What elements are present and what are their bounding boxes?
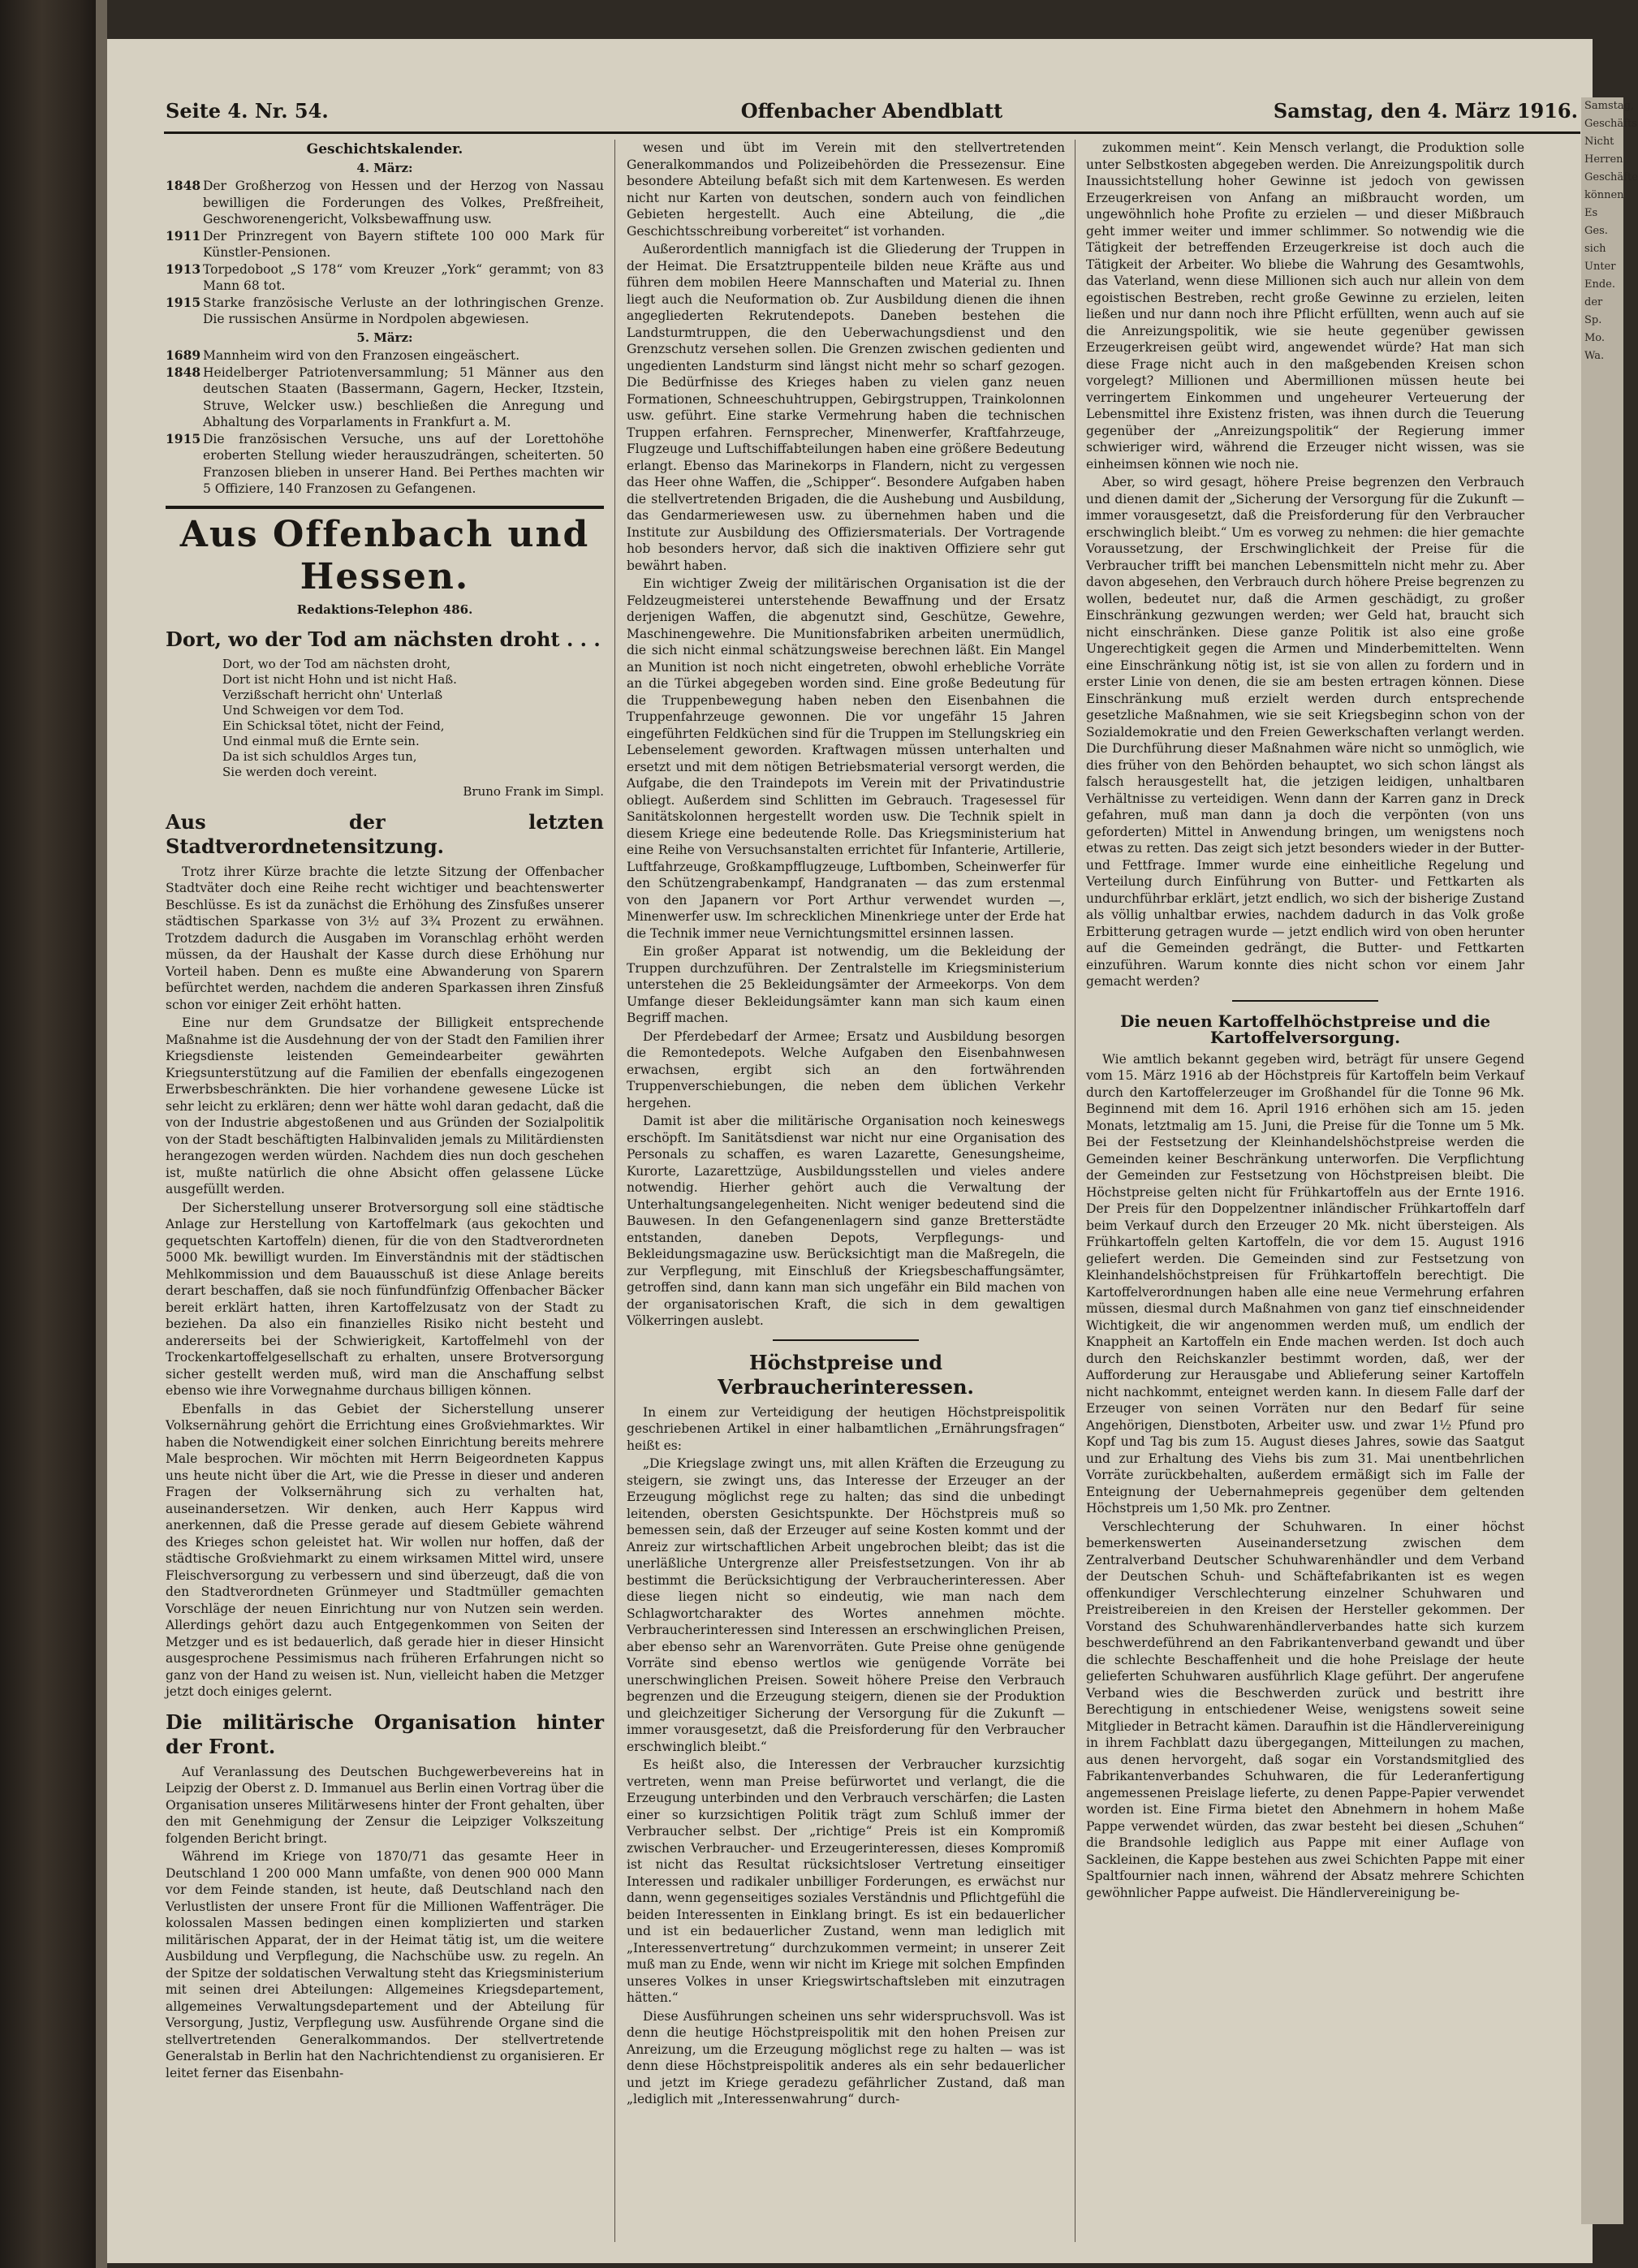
section-rule [166, 506, 604, 509]
article-body [1086, 1051, 1524, 1902]
paragraph: Auf Veranlassung des Deutschen Buchgewerbevereins hat in Leipzig der Oberst z. D. Immanuel aus Berlin einen Vortrag über die Organisation unseres Militärwesens hinter der Front gehalten, über den mit Genehmigung der Zensur die Leipziger Volkszeitung folgenden Bericht bringt. [166, 1764, 604, 1846]
calendar-year: 1689 [166, 347, 201, 363]
book-binding [0, 0, 106, 2268]
paragraph: Es heißt also, die Interessen der Verbraucher kurzsichtig vertreten, wenn man Preise befürwortet und verlangt, die die Erzeugung unterbinden und den Verbrauch verschärfen; die Lasten einer so kurzsichtigen Politik trägt zum Schluß immer der Verbraucher selbst. Der „richtige“ Preis ist ein Kompromiß zwischen Verbraucher- und Erzeugerinteressen, dieses Kompromiß ist nicht das Resultat rücksichtsloser Vertretung einseitiger Interessen und radikaler unbilliger Forderungen, es erwächst nur dann, wenn gegenseitiges soziales Verständnis und Pflichtgefühl die beiden Interessenten in Einklang bringt. Es ist ein bedauerlicher und ist ein bedauerlicher Zustand, wenn man lediglich mit „Interessenvertretung“ durchzukommen vermeint; in unserer Zeit muß man zu Ende, wenn wir nicht im Kriege mit solchen Empfinden unseres Volkes in unser Kriegswirtschaftsleben mit einzutragen hätten.“ [627, 1757, 1065, 2005]
calendar-entry [166, 364, 604, 431]
page-header [166, 99, 1578, 132]
paragraph: Während im Kriege von 1870/71 das gesamte Heer in Deutschland 1 200 000 Mann umfaßte, von denen 900 000 Mann vor dem Feinde standen, ist heute, daß Deutschland nach den Verlustlisten der unsere Front für die Millionen Waffenträger. Die kolossalen Massen bedingen einen komplizierten und starken militärischen Apparat, der in der Heimat tätig ist, um die weitere Ausbildung und Verpflegung, die Nachschübe usw. zu regeln. An der Spitze der soldatischen Verwaltung steht das Kriegsministerium mit seinen drei Abteilungen: Allgemeines Kriegsdepartement, allgemeines Verwaltungsdepartement und der Abteilung für Versorgung, Justiz, Verpflegung usw. Ausführende Organe sind die stellvertretenden Generalkommandos. Der stellvertretende Generalstab in Berlin hat den Nachrichtendienst zu organisieren. Er leitet ferner das Eisenbahn- [166, 1849, 604, 2080]
calendar-entry [166, 431, 604, 498]
section-title: Aus Offenbach und Hessen. [179, 513, 590, 597]
calendar-entries-march-5 [166, 347, 604, 498]
calendar-entry [166, 178, 604, 228]
article-title: Höchstpreise und Verbraucherinteressen. [718, 1350, 974, 1399]
article-body [166, 1764, 604, 2082]
article-title: Die neuen Kartoffelhöchstpreise und die Kartoffelversorgung. [1119, 1011, 1491, 1047]
poem-line: Und Schweigen vor dem Tod. [222, 703, 404, 718]
article-continuation [1086, 140, 1524, 990]
paragraph: Aber, so wird gesagt, höhere Preise begrenzen den Verbrauch und dienen damit der „Sicherung der Versorgung für die Zukunft — immer vorausgesetzt, daß die Preisforderung für den Verbraucher erschwinglich bleibt.“ Um es vorweg zu nehmen: die hier gemachte Voraussetzung, der Erschwinglichkeit der Preise für die Verbraucher trifft bei manchen Lebensmitteln nicht mehr zu. Aber davon abgesehen, den Verbrauch durch höhere Preise begrenzen zu wollen, bedeutet nur, daß die Armen geschädigt, zu großer Einschränkung gezwungen werden; wer Geld hat, braucht sich nicht einschränken. Diese ganze Politik ist also eine große Ungerechtigkeit gegen die Armen und Minderbemittelten. Wenn eine Einschränkung nötig ist, ist sie von allen zu fordern und in erster Linie von denen, die sie am besten ertragen können. Diese Einschränkung muß erzielt werden durch entsprechende gesetzliche Maßnahmen, wie sie seit Kriegsbeginn schon von der Sozialdemokratie und den Freien Gewerkschaften verlangt werden. Die Durchführung dieser Maßnahmen wäre nicht so unmöglich, wie dies früher von den Behörden behauptet, wo sich schon längst als falsch herausgestellt hat, die jetzigen leidigen, unhaltbaren Verhältnisse zu verteidigen. Wenn dann der Karren ganz in Dreck gefahren, muß man dann ja doch die verpönten (von uns geforderten) Mittel in Anwendung bringen, um wenigstens noch etwas zu retten. Das zeigt sich jetzt besonders wieder in der Butter- und Fettfrage. Immer wurde eine einheitliche Regelung und Verteilung durch Einführung von Butter- und Fettkarten als undurchführbar erklärt, jetzt endlich, wo sich der bisherige Zustand als völlig unhaltbar erwies, nachdem dadurch in das Volk große Erbitterung getragen wurde — jetzt endlich wird von oben herunter auf die Gemeinden gedrängt, die Butter- und Fettkarten einzuführen. Warum konnte dies nicht schon vor einem Jahr gemacht werden? [1086, 475, 1524, 989]
editorial-telephone: Redaktions-Telephon 486. [296, 601, 473, 617]
poem-line: Sie werden doch vereint. [222, 765, 377, 779]
calendar-title: Geschichtskalender. [306, 141, 463, 157]
calendar-text: Starke französische Verluste an der lothringischen Grenze. Die russischen Ansürme in Nordpolen abgewiesen. [203, 295, 604, 326]
paper-title: Offenbacher Abendblatt [740, 99, 1003, 123]
column-1 [166, 140, 604, 2250]
edge-text-fragment: Es [1584, 207, 1598, 219]
edge-text-fragment: Samstag, [1584, 100, 1635, 112]
paragraph: Ebenfalls in das Gebiet der Sicherstellung unserer Volksernährung gehört die Errichtung eines Großviehmarktes. Wir haben die Notwendigkeit einer solchen Einrichtung bereits mehrere Male besprochen. Wir möchten mit Herrn Beigeordneten Kappus uns heute nicht über die Art, wie die Presse in dieser und anderen Fragen der Volksernährung sich zu verhalten hat, auseinandersetzen. Wir denken, auch Herr Kappus wird anerkennen, daß die Presse gerade auf diesem Gebiete während des Krieges schon geleistet hat. Wir wollen nur hoffen, daß der städtische Großviehmarkt zu einem wirksamen Mittel wird, unsere Fleischversorgung zu verbessern und sind überzeugt, daß die von den Stadtverordneten Grünmeyer und Stadtmüller gemachten Vorschläge der neuen Einrichtung nur von Nutzen sein werden. Allerdings gehört dazu auch Entgegenkommen von Seiten der Metzger und es ist bedauerlich, daß gerade hier in dieser Hinsicht ausgesprochene Pessimismus nach früheren Erfahrungen nicht so ganz von der Hand zu weisen ist. Nun, vielleicht haben die Metzger jetzt doch einiges gelernt. [166, 1401, 604, 1699]
paragraph: Der Pferdebedarf der Armee; Ersatz und Ausbildung besorgen die Remontedepots. Welche Aufgaben den Eisenbahnwesen erwachsen, ergibt sich an den fortwährenden Truppenverschiebungen, die neben dem üblichen Verkehr hergehen. [627, 1028, 1065, 1110]
edge-text-fragment: Ges. [1584, 225, 1608, 237]
header-rule [164, 132, 1580, 134]
poem-line: Da ist sich schuldlos Arges tun, [222, 749, 417, 764]
edge-text-fragment: Herren [1584, 153, 1623, 166]
page-stack-edge [96, 0, 107, 2268]
poem-line: Dort, wo der Tod am nächsten droht, [222, 657, 450, 671]
calendar-text: Der Großherzog von Hessen und der Herzog von Nassau bewilligen die Forderungen des Volkes, Preßfreiheit, Geschworenengericht, Volksbewaffnung usw. [203, 179, 604, 226]
poem-line: Und einmal muß die Ernte sein. [222, 734, 420, 748]
calendar-entry [166, 347, 604, 364]
edge-text-fragment: Geschäfts [1584, 118, 1637, 130]
calendar-year: 1915 [166, 294, 201, 310]
article-body [627, 1404, 1065, 2108]
paragraph: Diese Ausführungen scheinen uns sehr widerspruchsvoll. Was ist denn die heutige Höchstpreispolitik mit den hohen Preisen zur Anreizung, um die Erzeugung möglichst rege zu halten — was ist denn diese Höchstpreispolitik anderes als ein sehr bedauerlicher und jetzt im Kriege geradezu gefährlicher Zustand, daß man „lediglich mit „Interessenwahrung“ durch- [627, 2008, 1065, 2106]
paragraph: Damit ist aber die militärische Organisation noch keineswegs erschöpft. Im Sanitätsdienst war nicht nur eine Organisation des Personals zu schaffen, es waren Lazarette, Genesungsheime, Kurorte, Lazarettzüge, Ausbildungsstellen und vieles andere notwendig. Hierher gehört auch die Verwaltung der Unterhaltungsangelegenheiten. Nicht weniger bedeutend sind die Bauwesen. In den Gefangenenlagern sind ganze Bretterstädte entstanden, daneben Depots, Verpflegungs- und Bekleidungsmagazine usw. Berücksichtigt man die Maßregeln, die zur Verpflegung, mit Einschluß der Kriegsbeschaffungsämter, getroffen sind, dann kann man sich ungefähr ein Bild machen von der organisatorischen Kraft, die sich in dem gewaltigen Völkerringen auslebt. [627, 1114, 1065, 1328]
calendar-text: Heidelberger Patriotenversammlung; 51 Männer aus den deutschen Staaten (Bassermann, Gagern, Hecker, Itzstein, Struve, Welcker usw.) beschließen die Anregung und Abhaltung des Vorparlaments in Frankfurt a. M. [203, 364, 604, 429]
poem-body [222, 657, 604, 780]
calendar-entries-march-4 [166, 178, 604, 328]
paragraph: wesen und übt im Verein mit den stellvertretenden Generalkommandos und Polizeibehörden die Pressezensur. Eine besondere Abteilung befaßt sich mit dem Kartenwesen. Es werden nicht nur Karten von deutschen, sondern auch von feindlichen Gebieten hergestellt. Auch eine Abteilung, die „die Geschichtsschreibung vorbereitet“ ist vorhanden. [627, 140, 1065, 239]
poem-line: Ein Schicksal tötet, nicht der Feind, [222, 718, 445, 733]
calendar-text: Torpedoboot „S 178“ vom Kreuzer „York“ gerammt; von 83 Mann 68 tot. [203, 261, 604, 293]
edge-text-fragment: Geschäfte [1584, 171, 1638, 183]
edge-text-fragment: der [1584, 296, 1603, 308]
edge-text-fragment: sich [1584, 243, 1606, 255]
edge-text-fragment: Wa. [1584, 350, 1605, 362]
article-body [166, 864, 604, 1701]
edge-text-fragment: Unter [1584, 261, 1616, 273]
edge-text-fragment: Ende. [1584, 278, 1616, 291]
adjacent-page-edge [1581, 97, 1638, 2224]
article-title: Die militärische Organisation hinter der Front. [166, 1710, 604, 1758]
paragraph: Ein wichtiger Zweig der militärischen Organisation ist die der Feldzeugmeisterei unterstehende Bewaffnung und der Ersatz derjenigen Waffen, die abgenutzt sind, Geschütze, Gewehre, Maschinengewehre. Die Munitionsfabriken arbeiten unermüdlich, die sich nicht einmal schätzungsweise berechnen läßt. Ein Mangel an Munition ist noch nicht eingetreten, obwohl erhebliche Vorräte an die Türkei abgegeben worden sind. Eine große Bedeutung für die Truppenbewegung haben neben den Eisenbahnen die Truppenfahrzeuge gewonnen. Die vor ungefähr 15 Jahren eingeführten Feldküchen sind für die Truppen im Stellungskrieg ein Lebenselement geworden. Kraftwagen müssen unterhalten und ersetzt und mit dem nötigen Betriebsmaterial versorgt werden, die Aufgabe, die den Traindepots im Verein mit der Privatindustrie obliegt. Außerdem sind Schlitten im Gebrauch. Tragesessel für Sanitätskolonnen hergestellt worden usw. Die Technik spielt in diesem Kriege eine bedeutende Rolle. Das Kriegsministerium hat eine Reihe von Versuchsanstalten errichtet für Infanterie, Artillerie, Luftfahrzeuge, Großkampfflugzeuge, Luftbomben, Scheinwerfer für den Schützengrabenkampf, Handgranaten — das zum erstenmal von den Japanern vor Port Arthur verwendet wurden —, Minenwerfer usw. Im schrecklichen Minenkriege unter der Erde hat die Technik immer neue Vernichtungsmittel ersinnen lassen. [627, 576, 1065, 941]
paragraph: Verschlechterung der Schuhwaren. In einer höchst bemerkenswerten Auseinandersetzung zwischen dem Zentralverband Deutscher Schuhwarenhändler und dem Verband der Deutschen Schuh- und Schäftefabrikanten ist es wegen offenkundiger Verschlechterung einzelner Schuhwaren und Preistreibereien in den Kreisen der Hersteller gekommen. Der Vorstand des Schuhwarenhändlerverbandes hatte sich kurzem beschwerdeführend an den Fabrikantenverband gewandt und über die schlechte Beschaffenheit und die hohe Preislage der heute gelieferten Schuhwaren ausführlich Klage geführt. Der angerufene Verband wies die Beschwerden zurück und bestritt ihre Berechtigung in entschiedener Weise, wenigstens soweit seine Mitglieder in Betracht kämen. Daraufhin ist die Händlervereinigung in ihrem Fachblatt dazu übergegangen, Mitteilungen zu machen, aus denen hervorgeht, daß sogar ein Vorstandsmitglied des Fabrikantenverbandes Schuhwaren, die für Lederanfertigung angemessenen Preislage lieferte, zu denen Pappe-Papier verwendet worden ist. Eine Firma bietet den Abnehmern in hohem Maße Pappe verwendet würden, das zwar besteht bei diesen „Schuhen“ die Brandsohle lediglich aus Pappe mit einer Auflage von Sackleinen, die Kappe bestehen aus zwei Schichten Pappe mit einer Spaltfournier nach innen, während der Absatz mehrere Schichten gewöhnlicher Pappe aufweist. Die Händlervereinigung be- [1086, 1519, 1524, 1900]
calendar-year: 1848 [166, 178, 201, 193]
edge-text-fragment: Mo. [1584, 332, 1606, 344]
calendar-date: 5. März: [356, 330, 413, 345]
article-continuation [627, 140, 1065, 1330]
paragraph: „Die Kriegslage zwingt uns, mit allen Kräften die Erzeugung zu steigern, sie zwingt uns, das Interesse der Erzeuger an der Erzeugung möglichst rege zu halten; das sind die unbedingt leitenden, obersten Gesichtspunkte. Der Höchstpreis muß so bemessen sein, daß der Erzeuger auf seine Kosten kommt und der Anreiz zur wirtschaftlichen Arbeit ungebrochen bleibt; das ist die unerläßliche Untergrenze aller Preisfestsetzungen. Von ihr ab bestimmt die Berücksichtigung der Verbraucherinteressen. Aber diese liegen nicht so eindeutig, wie man nach dem Schlagwortcharakter des Wortes annehmen möchte. Verbraucherinteressen sind Interessen an erschwinglichen Preisen, aber ebenso sehr an Warenvorräten. Gute Preise ohne genügende Vorräte sind ebenso wertlos wie genügende Vorräte bei unerschwinglichen Preisen. Soweit höhere Preise den Verbrauch begrenzen und die Erzeugung steigern, dienen sie der Produktion und gleichzeitiger Sicherung der Versorgung für die Zukunft — immer vorausgesetzt, daß die Preisforderung für den Verbraucher erschwinglich bleibt.“ [627, 1456, 1065, 1754]
calendar-text: Mannheim wird von den Franzosen eingeäschert. [203, 348, 520, 363]
calendar-year: 1915 [166, 430, 201, 446]
issue-date: Samstag, den 4. März 1916. [1273, 99, 1578, 123]
poem-title: Dort, wo der Tod am nächsten droht . . . [166, 627, 601, 651]
paragraph: Der Sicherstellung unserer Brotversorgung soll eine städtische Anlage zur Herstellung von Kartoffelmark (aus gekochten und gequetschten Kartoffeln) dienen, für die von den Stadtverordneten 5000 Mk. bewilligt wurden. Im Einverständnis mit der städtischen Mehlkommission und dem Bauausschuß ist diese Anlage bereits derart beschaffen, daß sie noch fünfundfünfzig Offenbacher Bäcker bereit erklärt hatten, ihren Kartoffelzusatz von der Stadt zu beziehen. Da also ein finanzielles Risiko nicht besteht und andererseits bei der Schwierigkeit, Kartoffelmehl von der Trockenkartoffelgesellschaft zu erhalten, unsere Brotversorgung sicher gestellt werden muß, wird man die Anschaffung selbst ebenso wie ihre Vorwegnahme durchaus billigen können. [166, 1200, 604, 1398]
newspaper-page [107, 39, 1593, 2263]
column-divider [614, 140, 615, 2242]
calendar-entry [166, 228, 604, 261]
paragraph: Ein großer Apparat ist notwendig, um die Bekleidung der Truppen durchzuführen. Der Zentralstelle im Kriegsministerium unterstehen die 25 Bekleidungsämter der Armeekorps. Von dem Umfange dieser Bekleidungsämter kann man sich kaum einen Begriff machen. [627, 944, 1065, 1025]
paragraph: Außerordentlich mannigfach ist die Gliederung der Truppen in der Heimat. Die Ersatztruppenteile bilden neue Kräfte aus und führen dem mobilen Heere Mannschaften und Material zu. Ihnen liegt auch die Neuformation ob. Zur Ausbildung dienen die ihnen angegliederten Rekrutendepots. Daneben bestehen die Landsturmtruppen, die den Ueberwachungsdienst und den Grenzschutz versehen sollen. Die Grenzen zwischen gedienten und ungedienten Landsturm sind längst nicht mehr so scharf gezogen. Die Bedürfnisse des Krieges haben zu vielen ganz neuen Formationen, Schneeschuhtruppen, Gebirgstruppen, Trainkolonnen usw. geführt. Eine starke Vermehrung haben die technischen Truppen erfahren. Fernsprecher, Minenwerfer, Kraftfahrzeuge, Flugzeuge und Luftschiffabteilungen haben eine größere Bedeutung erlangt. Ebenso das Marinekorps in Flandern, nicht zu vergessen das Heer ohne Waffen, die „Schipper“. Besondere Aufgaben haben die stellvertretenden Brigaden, die die Aushebung und Ausbildung, das Gendarmeriewesen usw. zu übernehmen haben und die Institute zur Ausbildung des Offiziersmaterials. Der Vortragende hob besonders hervor, daß sich die inaktiven Offiziere sehr gut bewährt haben. [627, 242, 1065, 573]
paragraph: Trotz ihrer Kürze brachte die letzte Sitzung der Offenbacher Stadtväter doch eine Reihe recht wichtiger und beachtenswerter Beschlüsse. Es ist da zunächst die Erhöhung des Zinsfußes unserer städtischen Sparkasse von 3½ auf 3¾ Prozent zu erwähnen. Trotzdem dadurch die Ausgaben im Voranschlag erhöht werden müssen, da der Haushalt der Kasse durch diese Erhöhung nur Vorteil haben. Denn es mußte eine Abwanderung von Sparern befürchtet werden, nachdem die anderen Sparkassen ihren Zinsfuß schon vor einiger Zeit erhöht hatten. [166, 864, 604, 1012]
edge-text-fragment: Nicht [1584, 136, 1614, 148]
calendar-year: 1848 [166, 364, 201, 380]
calendar-entry [166, 261, 604, 295]
edge-text-fragment: können [1584, 189, 1624, 201]
calendar-text: Die französischen Versuche, uns auf der Lorettohöhe eroberten Stellung wieder herauszudrängen, scheiterten. 50 Franzosen blieben in unserer Hand. Bei Perthes machten wir 5 Offiziere, 140 Franzosen zu Gefangenen. [203, 431, 604, 496]
calendar-year: 1913 [166, 261, 201, 277]
calendar-year: 1911 [166, 227, 201, 244]
paragraph: Wie amtlich bekannt gegeben wird, beträgt für unsere Gegend vom 15. März 1916 ab der Höchstpreis für Kartoffeln beim Verkauf durch den Kartoffelerzeuger im Großhandel für die Tonne 96 Mk. Beginnend mit dem 16. April 1916 erhöhen sich am 15. jeden Monats, letztmalig am 15. Juni, die Preise für die Tonne um 5 Mk. Bei der Festsetzung der Kleinhandelshöchstpreise werden die Gemeinden keiner Beschränkung unterworfen. Die Verpflichtung der Gemeinden zur Festsetzung von Höchstpreisen bleibt. Die Höchstpreise gelten nicht für Frühkartoffeln aus der Ernte 1916. Der Preis für den Doppelzentner inländischer Frühkartoffeln darf beim Verkauf durch den Erzeuger 20 Mk. nicht übersteigen. Als Frühkartoffeln gelten Kartoffeln, die vor dem 15. August 1916 geliefert werden. Die Gemeinden sind zur Festsetzung von Kleinhandelshöchstpreisen für Frühkartoffeln berechtigt. Die Kartoffelverordnungen haben alle eine neue Vermehrung erfahren müssen, diesmal durch Maßnahmen von ganz tief einschneidender Wichtigkeit, die wir angenommen werden muß, um endlich der Knappheit an Kartoffeln ein Ende machen werden. Ist doch auch durch den Reichskanzler bestimmt worden, daß, wer der Aufforderung zur Herausgabe und Ablieferung seiner Kartoffeln nicht nachkommt, enteignet werden kann. In diesem Falle darf der Erzeuger von seinen Vorräten nur den Bedarf für seine Angehörigen, Dienstboten, Arbeiter usw. und zwar 1½ Pfund pro Kopf und Tag bis zum 15. August dieses Jahres, sowie das Saatgut und zur Erhaltung des Viehs bis zum 31. Mai unentbehrlichen Vorräte zurückbehalten, außerdem ermäßigt sich im Falle der Enteignung der Uebernahmepreis gegenüber dem geltenden Höchstpreis um 1,50 Mk. pro Zentner. [1086, 1051, 1524, 1516]
article-separator [773, 1339, 919, 1341]
paragraph: Eine nur dem Grundsatze der Billigkeit entsprechende Maßnahme ist die Ausdehnung der von der Stadt den Familien ihrer Kriegsdienste leistenden Gemeindearbeiter gewährten Kriegsunterstützung auf die Familien der ebenfalls eingezogenen Erwerbsbeschränkten. Die hier vorhandene gewesene Lücke ist sehr leicht zu erklären; denn wer hätte wohl daran gedacht, daß die von der Industrie abgestoßenen und aus Gründen der Sozialpolitik von der Stadt beschäftigten Halbinvaliden jemals zu Militärdiensten herangezogen werden würden. Nachdem dies nun doch geschehen ist, mußte natürlich die ohne Absicht offen gelassene Lücke ausgefüllt werden. [166, 1015, 604, 1197]
column-3 [1086, 140, 1524, 2250]
article-title: Aus der letzten Stadtverordnetensitzung. [166, 809, 604, 858]
calendar-text: Der Prinzregent von Bayern stiftete 100 000 Mark für Künstler-Pensionen. [203, 228, 604, 260]
paragraph: In einem zur Verteidigung der heutigen Höchstpreispolitik geschriebenen Artikel in einer halbamtlichen „Ernährungsfragen“ heißt es: [627, 1404, 1065, 1453]
page-number: Seite 4. Nr. 54. [166, 99, 329, 123]
article-separator [1232, 1000, 1378, 1002]
poem-line: Dort ist nicht Hohn und ist nicht Haß. [222, 672, 457, 687]
poem-line: Verzißschaft herricht ohn' Unterlaß [222, 688, 443, 702]
poem-author: Bruno Frank im Simpl. [463, 784, 604, 799]
column-2 [627, 140, 1065, 2250]
calendar-entry [166, 295, 604, 328]
edge-text-fragment: Sp. [1584, 314, 1602, 326]
paragraph: zukommen meint“. Kein Mensch verlangt, die Produktion solle unter Selbstkosten abgegeben werden. Die Anreizungspolitik durch Inaussichtstellung hoher Gewinne ist jedoch von gewissen Erzeugerkreisen von Anfang an mißbraucht worden, um ungewöhnlich hohe Profite zu erzielen — und dieser Mißbrauch geht immer weiter und immer schlimmer. So notwendig wie die Tätigkeit der betreffenden Erzeugerkreise ist doch auch die Tätigkeit der Arbeiter. Wo bliebe die Wahrung des Gesamtwohls, das Vaterland, wenn diese Millionen sich auch nur allein von dem egoistischen Bestreben, recht große Gewinne zu erzielen, leiten ließen und nur dann noch ihre Pflicht erfüllten, wenn auch auf sie die Anreizungspolitik, wie sie heute gegenüber gewissen Erzeugerkreisen geübt wird, angewendet würde? Hat man sich diese Frage nicht auch in den maßgebenden Kreisen schon vorgelegt? Millionen und Abermillionen müssen heute bei verringertem Einkommen und ungeheurer Verteuerung der Lebensmittel ihre Existenz fristen, was ihnen durch die Teuerung gegenüber der „Anreizungspolitik“ der Regierung immer schwieriger wird, während die Erzeuger nicht wissen, was sie einheimsen können wie noch nie. [1086, 140, 1524, 472]
calendar-date: 4. März: [356, 160, 413, 175]
